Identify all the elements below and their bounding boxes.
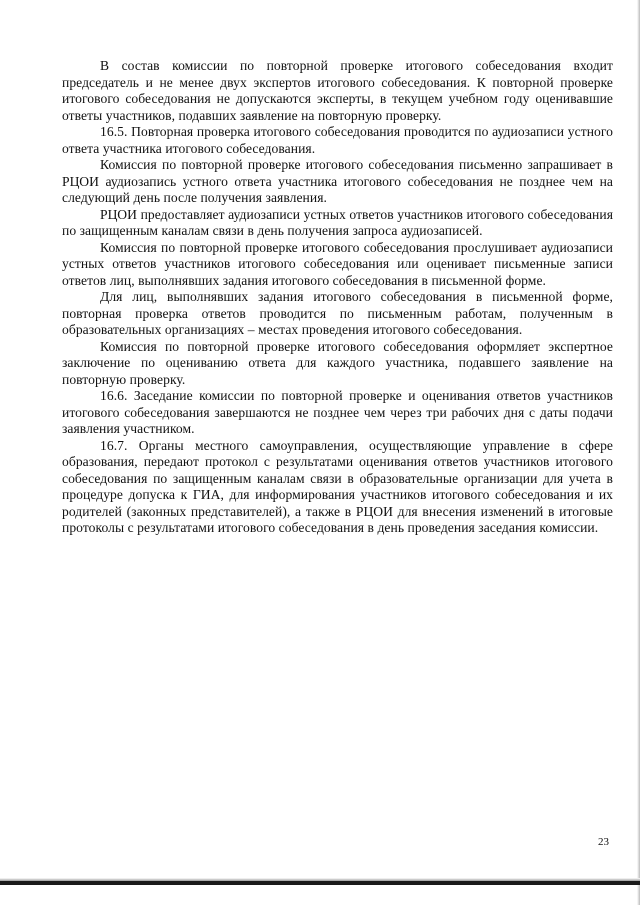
document-body	[62, 58, 613, 537]
paragraph-16-7: 16.7. Органы местного самоуправления, осуществляющие управление в сфере образования, передают протокол с результатами оценивания ответов участников итогового собеседования по защищенным каналам связи в образовательные организации для учета в процедуре допуска к ГИА, для информирования участников итогового собеседования и их родителей (законных представителей), а также в РЦОИ для внесения изменений в итоговые протоколы с результатами итогового собеседования в день проведения заседания комиссии.	[62, 437, 613, 535]
paragraph-16-6: 16.6. Заседание комиссии по повторной проверке и оценивания ответов участников итогового собеседования завершаются не позднее чем через три рабочих дня с даты подачи заявления участником.	[62, 388, 613, 436]
paragraph-audio-request: Комиссия по повторной проверке итогового собеседования письменно запрашивает в РЦОИ аудиозапись устного ответа участника итогового собеседования не позднее чем на следующий день после получения заявления.	[62, 157, 613, 205]
paragraph-16-5: 16.5. Повторная проверка итогового собеседования проводится по аудиозаписи устного ответа участника итогового собеседования.	[62, 124, 613, 156]
page-number: 23	[598, 836, 609, 848]
paragraph-rcoi-provides: РЦОИ предоставляет аудиозаписи устных ответов участников итогового собеседования по защищенным каналам связи в день получения запроса аудиозаписей.	[62, 206, 613, 238]
scan-edge-bottom	[0, 881, 640, 885]
paragraph-commission-composition: В состав комиссии по повторной проверке итогового собеседования входит председатель и не менее двух экспертов итогового собеседования. К повторной проверке итогового собеседования не допускаются эксперты, в текущем учебном году оценивавшие ответы участников, подавших заявление на повторную проверку.	[62, 58, 613, 123]
paragraph-commission-listens: Комиссия по повторной проверке итогового собеседования прослушивает аудиозаписи устных ответов участников итогового собеседования или оценивает письменные записи ответов лиц, выполнявших задания итогового собеседования в письменной форме.	[62, 239, 613, 288]
paragraph-written-form: Для лиц, выполнявших задания итогового собеседования в письменной форме, повторная проверка ответов проводится по письменным работам, полученным в образовательных организациях – местах проведения итогового собеседования.	[62, 289, 613, 337]
paragraph-expert-conclusion: Комиссия по повторной проверке итогового собеседования оформляет экспертное заключение по оцениванию ответа для каждого участника, подавшего заявление на повторную проверку.	[62, 338, 613, 387]
